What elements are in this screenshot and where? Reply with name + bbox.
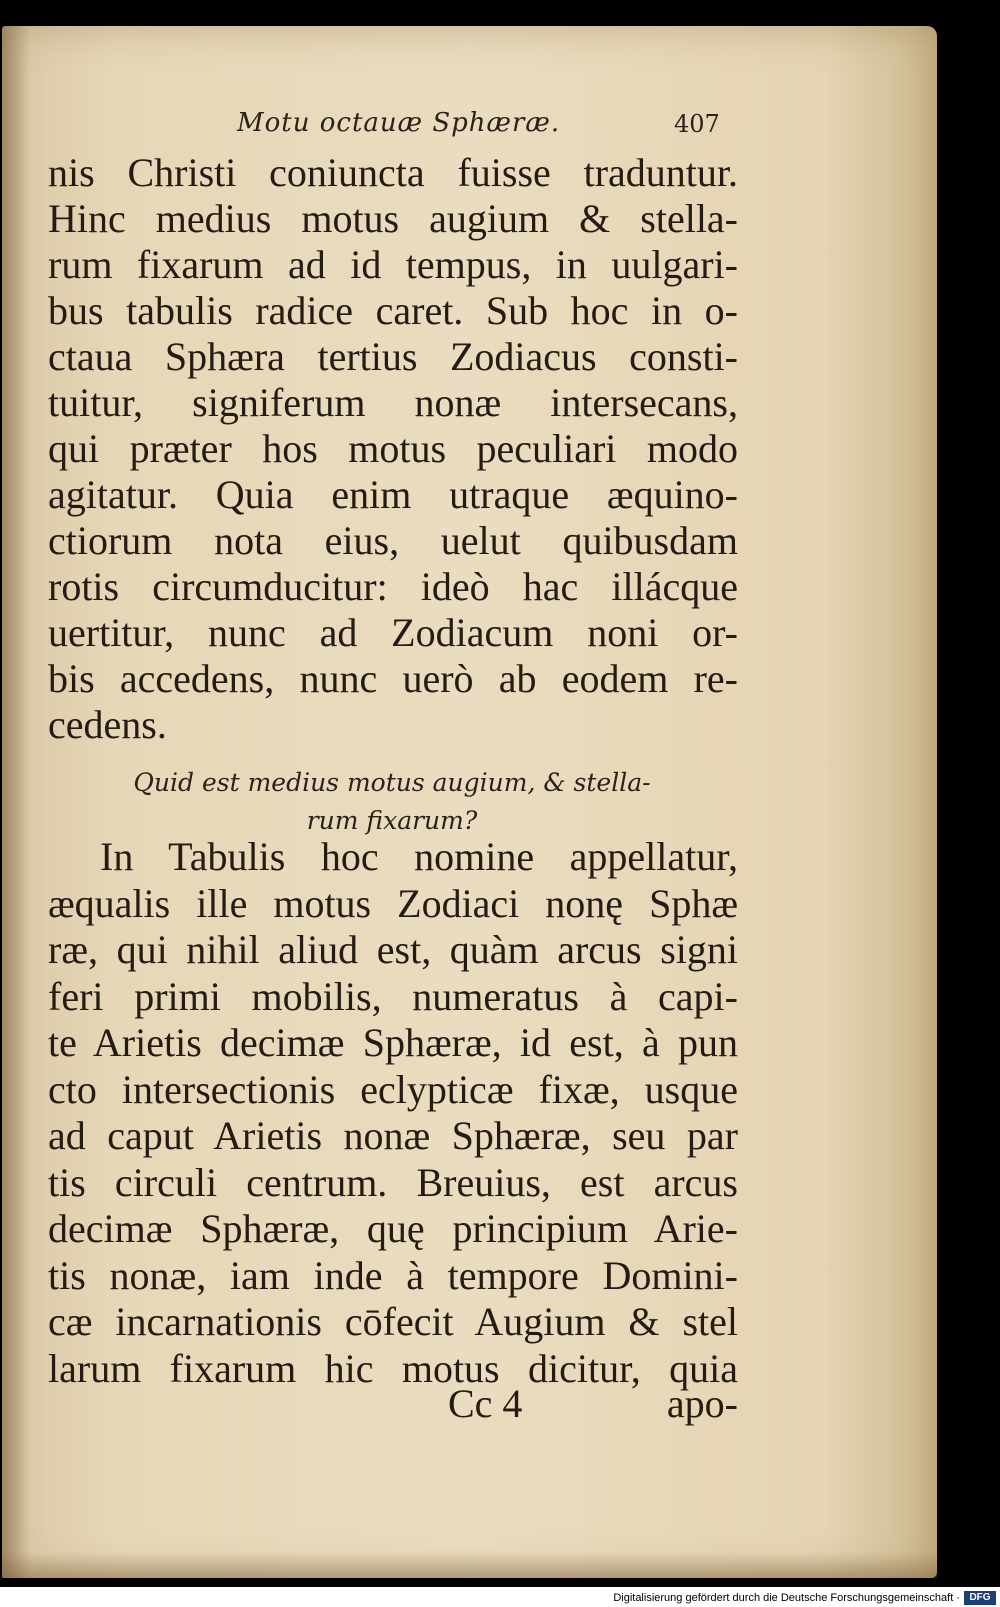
text-line: larum fixarum hic motus dicitur, quia	[48, 1345, 738, 1391]
text-line: decimæ Sphæræ, quę principium Arie-	[48, 1206, 738, 1251]
page-number: 407	[674, 110, 720, 138]
text-line: qui præter hos motus peculiari modo	[48, 426, 738, 471]
text-line: tuitur, signiferum nonæ intersecans,	[48, 380, 738, 425]
text-line: tis circuli centrum. Breuius, est arcus	[48, 1159, 738, 1205]
text-line: te Arietis decimæ Sphæræ, id est, à pun	[48, 1020, 738, 1065]
text-line: rotis circumducitur: ideò hac illácque	[48, 564, 738, 609]
text-line: agitatur. Quia enim utraque æquino-	[48, 472, 738, 517]
running-head: Motu octauæ Sphæræ.	[237, 108, 561, 138]
text-line: In Tabulis hoc nomine appellatur,	[100, 834, 738, 879]
text-line: nis Christi coniuncta fuisse traduntur.	[48, 150, 738, 195]
digitization-footer	[0, 1587, 1000, 1607]
text-line: Hinc medius motus augium & stella-	[48, 196, 738, 241]
text-line: cto intersectionis eclypticæ fixæ, usque	[48, 1066, 738, 1112]
catchline	[48, 1380, 738, 1426]
paragraph-2	[48, 834, 738, 1392]
text-line: tis nonæ, iam inde à tempore Domini-	[48, 1252, 738, 1298]
text-line: rum fixarum ad id tempus, in uulgari-	[48, 242, 738, 287]
text-line: æqualis ille motus Zodiaci nonę Sphæ	[48, 880, 738, 926]
section-heading	[122, 764, 662, 840]
text-line: bus tabulis radice caret. Sub hoc in o-	[48, 288, 738, 333]
signature-mark: Cc 4	[448, 1381, 523, 1426]
text-line: bis accedens, nunc uerò ab eodem re-	[48, 656, 738, 701]
book-page	[2, 26, 937, 1578]
catchword: apo-	[666, 1381, 738, 1426]
heading-line: Quid est medius motus augium, & stella-	[133, 768, 651, 797]
dfg-logo: DFG	[964, 1591, 996, 1605]
text-line: uertitur, nunc ad Zodiacum noni or-	[48, 610, 738, 655]
heading-line: rum fixarum?	[306, 806, 478, 835]
text-line: cedens.	[48, 702, 167, 747]
funding-credit: Digitalisierung gefördert durch die Deutsche Forschungsgemeinschaft ·	[613, 1592, 960, 1604]
text-line: feri primi mobilis, numeratus à capi-	[48, 973, 738, 1019]
text-line: ctiorum nota eius, uelut quibusdam	[48, 518, 738, 563]
paragraph-1	[48, 150, 738, 748]
text-line: ctaua Sphæra tertius Zodiacus consti-	[48, 334, 738, 379]
text-line: cæ incarnationis cōfecit Augium & stel	[48, 1299, 738, 1344]
text-line: ræ, qui nihil aliud est, quàm arcus signi	[48, 927, 738, 972]
text-line: ad caput Arietis nonæ Sphæræ, seu par	[48, 1113, 738, 1158]
